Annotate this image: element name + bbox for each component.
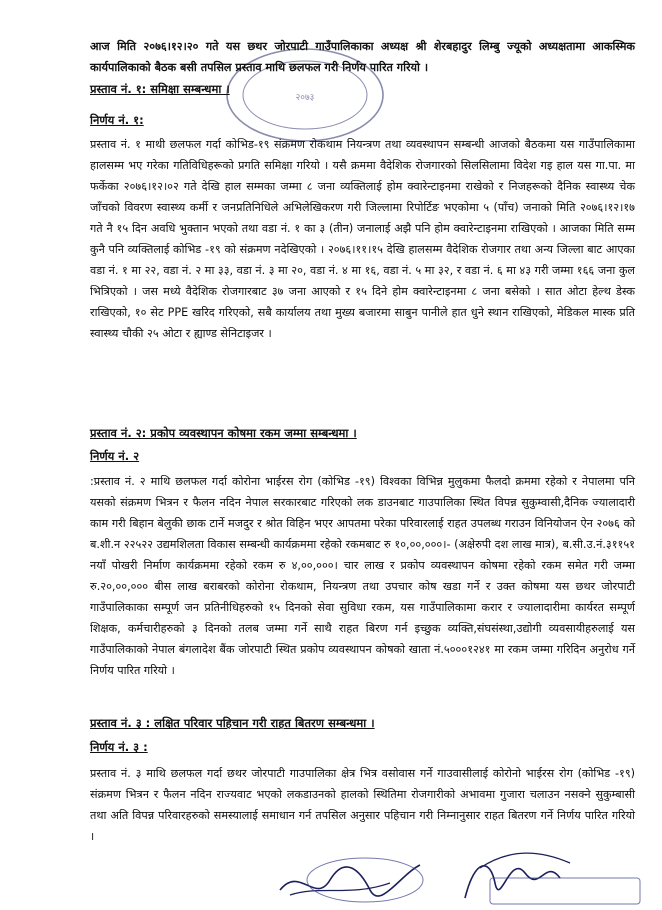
section-3-heading: प्रस्ताव नं. ३ : लक्षित परिवार पहिचान गरी राहत बितरण सम्बन्धमा । [90, 716, 375, 730]
decision-3-heading: निर्णय नं. ३ : [90, 740, 148, 754]
section-1-body: प्रस्ताव नं. १ माथी छलफल गर्दा कोभिड-१९ संक्रमण रोकथाम नियन्त्रण तथा व्यवस्थापन सम्बन्धी आजको बैठकमा यस गाउँपालिकामा हालसम्म भए गरेका गतिविधिहरूको प्रगति समिक्षा गरियो । यसै क्रममा वैदेशिक रोजगारको सिलसिलामा विदेश गइ हाल यस गा.पा. मा फर्केका २०७६।१२।०२ गते देखि हाल सम्मका जम्मा ८ जना व्यक्तिलाई होम क्वारेन्टाइनमा राखेको र निजहरूको दैनिक स्वास्थ्य चेक जाँचको विवरण स्वास्थ्य कर्मी र जनप्रतिनिधिले अभिलेखिकरण गरी जिल्लामा रिपोर्टिङ भएकोमा ५ (पाँच) जनाको मिति २०७६।१२।१७ गते नै १५ दिन अवधि भुक्तान भएको तथा वडा नं. १ का ३ (तीन) जनालाई अझै पनि होम क्वारेन्टाइनमा राखिएको । आजका मिति सम्म कुनै पनि व्यक्तिलाई कोभिड -१९ को संक्रमण नदेखिएको । २०७६।११।१५ देखि हालसम्म वैदेशिक रोजगार तथा अन्य जिल्ला बाट आएका वडा नं. १ मा २२, वडा नं. २ मा ३३, वडा नं. ३ मा २०, वडा नं. ४ मा १६, वडा नं. ५ मा ३२, र वडा नं. ६ मा ४३ गरी जम्मा १६६ जना कुल भित्रिएको । जस मध्ये वैदेशिक रोजगारबाट ३७ जना आएको र १५ दिने होम क्वारेन्टाइनमा ८ जना बसेको । सात ओटा हेल्थ डेस्क राखिएको, १० सेट PPE खरिद गरिएको, सबै कार्यालय तथा मुख्य बजारमा साबुन पानीले हात धुने स्थान राखिएको, मेडिकल मास्क प्रति स्वास्थ्य चौकी २५ ओटा र ह्याण्ड सेनिटाइजर । [90, 138, 635, 340]
section-2-heading: प्रस्ताव नं. २: प्रकोप व्यवस्थापन कोषमा रकम जम्मा सम्बन्धमा । [90, 426, 357, 440]
svg-text:२०७३: २०७३ [295, 93, 315, 103]
decision-1-heading: निर्णय नं. १: [90, 113, 144, 127]
cao-signature-stamp [450, 838, 650, 910]
meeting-intro: आज मिति २०७६।१२।२० गते यस छथर जोरपाटी गाउँपालिकाका अध्यक्ष श्री शेरबहादुर लिम्बु ज्यूको अध्यक्षतामा आकस्मिक कार्यपालिकाको बैठक बसी तपसिल प्रस्ताव माथि छलफल गरी निर्णय पारित गरियो । [90, 40, 635, 74]
section-2-body: :प्रस्ताव नं. २ माथि छलफल गर्दा कोरोना भाईरस रोग (कोभिड -१९) विश्वका विभिन्न मुलुकमा फैलदो क्रममा रहेको र नेपालमा पनि यसको संक्रमण भित्रन र फैलन नदिन नेपाल सरकारबाट गरिएको लक डाउनबाट गाउपालिका स्थित विपन्न सुकुम्वासी,दैनिक ज्यालादारी काम गरी बिहान बेलुकी छाक टार्ने मजदुर र श्रोत विहिन भएर आपतमा परेका परिवारलाई राहत उपलब्ध गराउन विनियोजन ऐन २०७६ को ब.शी.न २२५२२ उद्यमशिलता विकास सम्बन्धी कार्यक्रममा रहेको रकमबाट रु १०,००,०००।- (अक्षेरुपी दश लाख मात्र), ब.सी.उ.नं.३११५१ नयाँ पोखरी निर्माण कार्यक्रममा रहेको रकम रु ४,००,०००। चार लाख र प्रकोप व्यवस्थापन कोषमा रहेको रकम समेत गरी जम्मा रु.२०,००,००० बीस लाख बराबरको कोरोना रोकथाम, नियन्त्रण तथा उपचार कोष खडा गर्ने र उक्त कोषमा यस छथर जोरपाटी गाउँपालिकाका सम्पूर्ण जन प्रतिनीधिहरुको १५ दिनको सेवा सुविधा रकम, यस गाउँपालिकामा करार र ज्यालादारीमा कार्यरत सम्पूर्ण शिक्षक, कर्मचारीहरुको ३ दिनको तलब जम्मा गर्ने साथै राहत बिरण गर्न इच्छुक व्यक्ति,संघसंस्था,उद्योगी व्यवसायीहरुलाई यस गाउँपालिकाको नेपाल बंगलादेश बैंक जोरपाटी स्थित प्रकोप व्यवस्थापन कोषको खाता नं.५०००१२४१ मा रकम जम्मा गरिदिन अनुरोध गर्ने निर्णय पारित गरियो । [90, 475, 635, 677]
section-1-heading: प्रस्ताव नं. १: समिक्षा सम्बन्धमा । [90, 82, 230, 96]
section-3-body: प्रस्ताव नं. ३ माथि छलफल गर्दा छथर जोरपाटी गाउपालिका क्षेत्र भित्र वसोवास गर्ने गाउवासीलाई कोरोनो भाईरस रोग (कोभिड -१९) संक्रमण भित्रन र फैलन नदिन राज्यवाट भएको लकडाउनको हालको स्थितिमा रोजगारीको अभावमा गुजारा चलाउन नसक्ने सुकुम्बासी तथा अति विपन्न परिवारहरुको समस्यालाई समाधान गर्न तपसिल अनुसार पहिचान गरी निम्नानुसार राहत बितरण गर्ने निर्णय पारित गरियो । [90, 767, 635, 843]
decision-2-heading: निर्णय नं. २ [90, 449, 140, 463]
chairperson-signature-stamp [270, 835, 430, 910]
